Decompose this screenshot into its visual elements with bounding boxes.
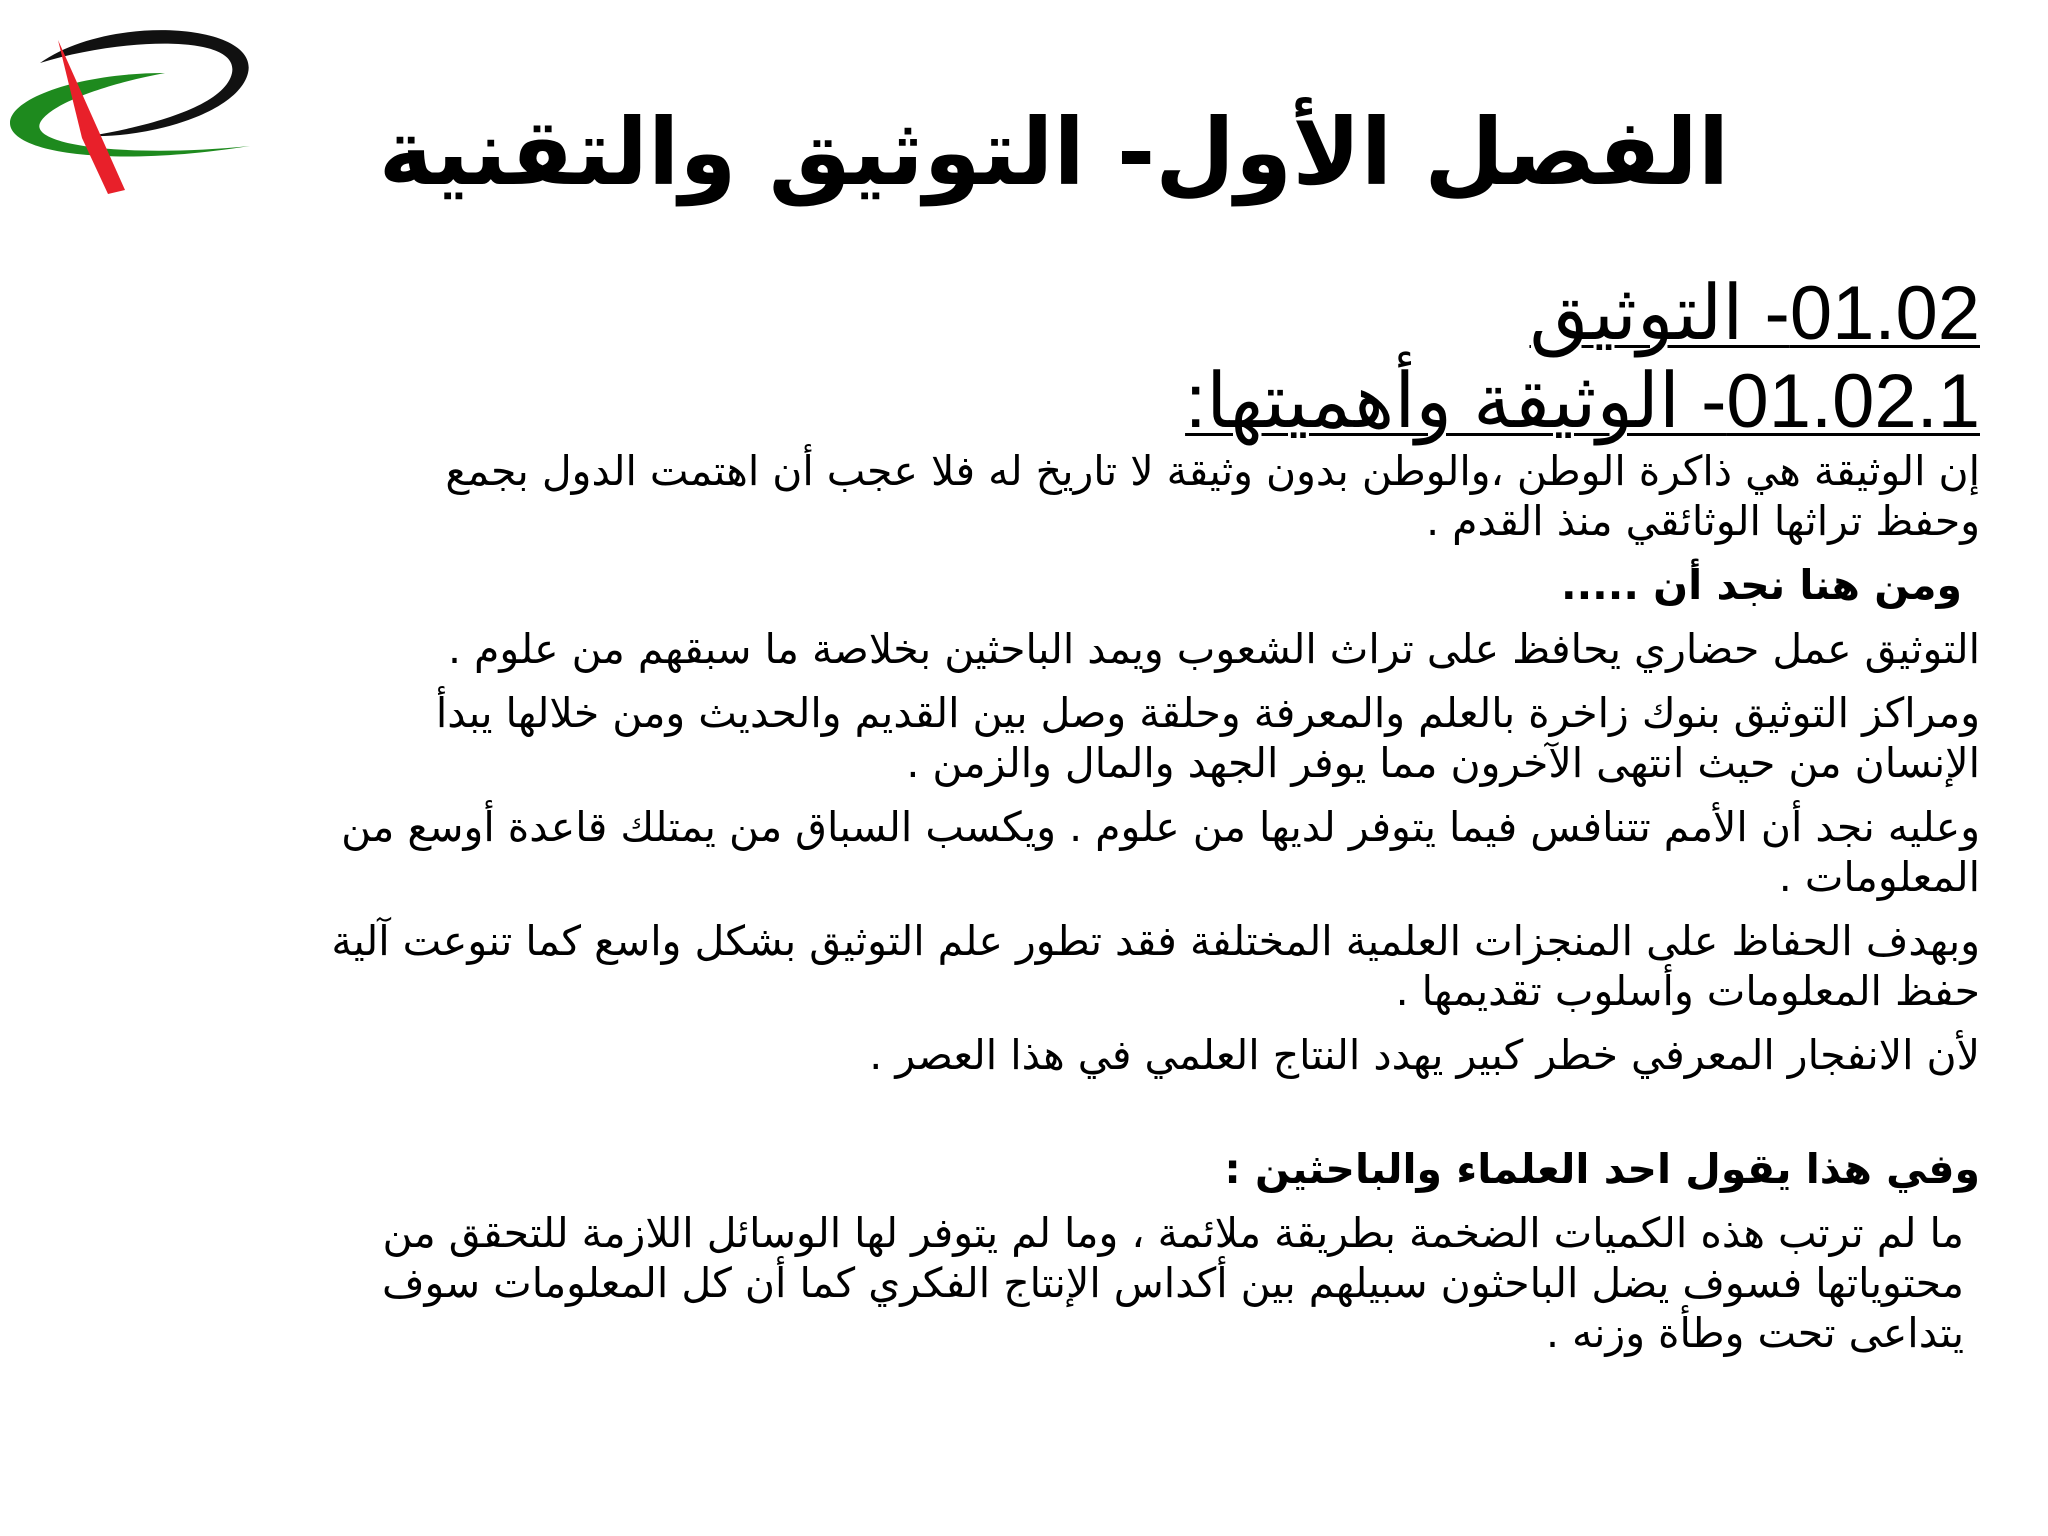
paragraph-preservation: وبهدف الحفاظ على المنجزات العلمية المختلفة فقد تطور علم التوثيق بشكل واسع كما تنوعت آلية حفظ المعلومات وأسلوب تقديمها . xyxy=(331,917,1980,1015)
slide-content xyxy=(330,270,1980,1372)
paragraph-documentation-centers: ومراكز التوثيق بنوك زاخرة بالعلم والمعرفة وحلقة وصل بين القديم والحديث ومن خلالها يبدأ الإنسان من حيث انتهى الآخرون مما يوفر الجهد والمال والزمن . xyxy=(435,689,1980,787)
paragraph-nations-compete: وعليه نجد أن الأمم تتنافس فيما يتوفر لديها من علوم . ويكسب السباق من يمتلك قاعدة أوسع من المعلومات . xyxy=(341,803,1980,901)
slide-title: الفصل الأول- التوثيق والتقنية xyxy=(378,99,1730,206)
paragraph-quote: ما لم ترتب هذه الكميات الضخمة بطريقة ملائمة ، وما لم يتوفر لها الوسائل اللازمة للتحقق من محتوياتها فسوف يضل الباحثون سبيلهم بين أكداس الإنتاج الفكري كما أن كل المعلومات سوف يتداعى تحت وطأة وزنه . xyxy=(382,1209,1964,1357)
subsection-heading: 01.02.1- الوثيقة وأهميتها: xyxy=(1185,359,1980,444)
logo-icon xyxy=(0,18,270,198)
paragraph-knowledge-explosion: لأن الانفجار المعرفي خطر كبير يهدد النتاج العلمي في هذا العصر . xyxy=(869,1031,1980,1079)
section-heading: 01.02- التوثيق xyxy=(1529,271,1980,356)
logo-spike xyxy=(58,40,125,194)
paragraph-intro: إن الوثيقة هي ذاكرة الوطن ،والوطن بدون وثيقة لا تاريخ له فلا عجب أن اهتمت الدول بجمع وحفظ تراثها الوثائقي منذ القدم . xyxy=(445,447,1980,545)
paragraph-quote-intro: وفي هذا يقول احد العلماء والباحثين : xyxy=(1224,1145,1980,1193)
paragraph-documentation-work: التوثيق عمل حضاري يحافظ على تراث الشعوب ويمد الباحثين بخلاصة ما سبقهم من علوم . xyxy=(447,625,1980,673)
logo-swoosh xyxy=(10,73,250,156)
spacer xyxy=(330,1094,1980,1144)
paragraph-lead-in: ومن هنا نجد أن ..... xyxy=(1561,561,1962,609)
